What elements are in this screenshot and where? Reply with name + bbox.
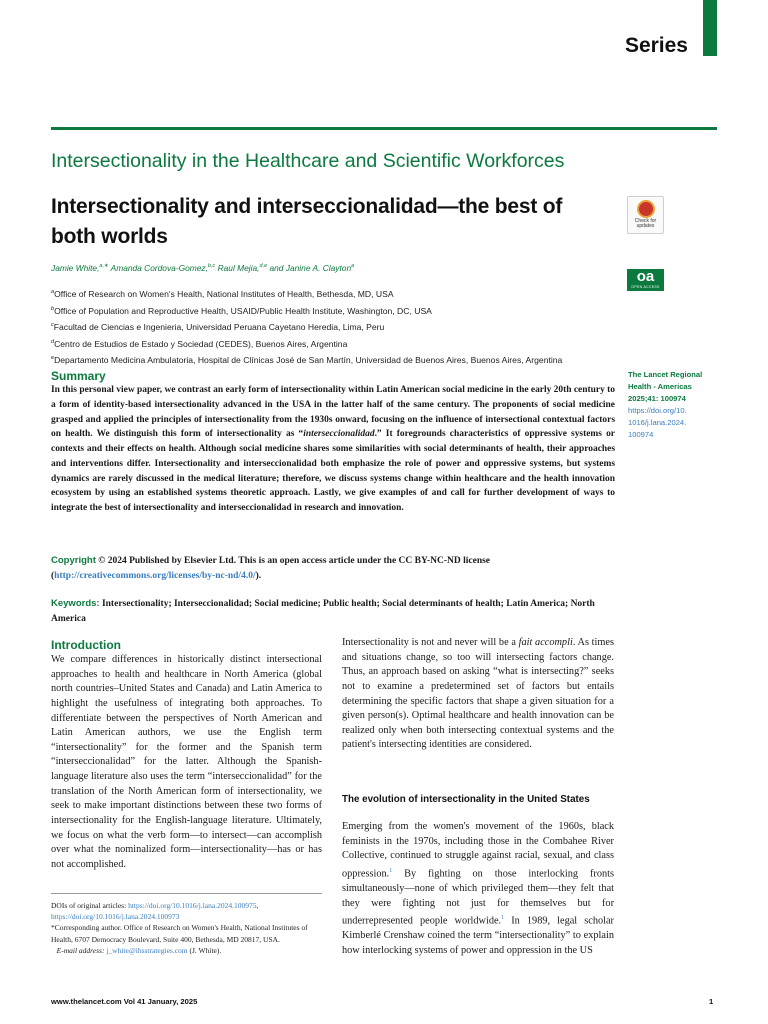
- copyright-end: ).: [255, 570, 262, 581]
- reference-link[interactable]: 1: [501, 915, 505, 922]
- paragraph-text: By fighting on those interlocking fronts simultaneously—none of which privileged them—they felt that they were fighting not just for themselves but for underrepresented people worldwide.: [342, 868, 614, 927]
- author-name[interactable]: Raul Mejia,: [217, 263, 260, 273]
- author-name[interactable]: Amanda Cordova-Gomez,: [110, 263, 208, 273]
- affiliation-item: [51, 335, 562, 352]
- paragraph-text: Emerging from the women's movement of the 1960s, black feminists in the 1970s, including those in the Combahee River Collective, continued to struggle against racial, sexual, and class oppression.: [342, 821, 614, 880]
- affiliation-item: [51, 285, 562, 302]
- affiliation-marker: a: [51, 289, 55, 295]
- article-doi-link[interactable]: [628, 405, 708, 441]
- corresponding-author: *Corresponding author. Office of Research on Women's Health, National Institutes of Health, 6707 Democracy Boulevard, Suite 400, Bethesda, MD 20817, USA.: [51, 923, 308, 944]
- right-column-paragraph-1: [342, 636, 614, 753]
- affiliation-marker: c: [51, 322, 54, 329]
- doi-line: 1016/j.lana.2024.: [628, 418, 687, 427]
- affiliation-marker: b: [51, 305, 55, 312]
- affiliations: [51, 285, 562, 368]
- affiliation-text: Centro de Estudios de Estado y Sociedad (CEDES), Buenos Aires, Argentina: [54, 338, 348, 349]
- updates-line1: Check for: [634, 218, 657, 224]
- doi-line: https://doi.org/10.: [628, 406, 687, 415]
- author-affiliation-marker: d,e: [259, 263, 268, 270]
- doi-link[interactable]: https://doi.org/10.1016/j.lana.2024.100973: [51, 912, 180, 922]
- email-label: E-mail address:: [56, 945, 107, 955]
- footer-journal: www.thelancet.com Vol 41 January, 2025: [51, 997, 198, 1006]
- oa-sub: OPEN ACCESS: [631, 285, 660, 289]
- paragraph-text: Intersectionality is not and never will be a: [342, 637, 519, 648]
- author-affiliation-marker: b,c: [207, 263, 216, 270]
- footnote-divider: [51, 893, 322, 894]
- check-for-updates-badge[interactable]: [627, 196, 664, 234]
- journal-volume: 2025;41: 100974: [628, 394, 686, 403]
- doi-label: DOIs of original articles:: [51, 901, 129, 910]
- footnote-dois: [51, 900, 322, 922]
- series-label: Series: [624, 34, 688, 57]
- journal-citation: [628, 369, 708, 405]
- author-list: [51, 263, 354, 273]
- email-link[interactable]: j_white@ihsstrategies.com: [106, 945, 188, 955]
- affiliation-item: [51, 302, 562, 319]
- summary-heading: Summary: [51, 369, 106, 383]
- affiliation-marker: e: [51, 355, 55, 362]
- right-column-paragraph-2: [342, 820, 614, 958]
- author-name[interactable]: Janine A. Clayton: [285, 263, 352, 273]
- affiliation-text: Office of Population and Reproductive Health, USAID/Public Health Institute, Washington, DC, USA: [54, 305, 432, 316]
- article-title: Intersectionality and interseccionalidad—the best of both worlds: [51, 195, 563, 248]
- copyright-text: © 2024 Published by Elsevier Ltd. This is an open access article under the CC BY-NC-ND license (: [51, 556, 491, 581]
- oa-main: oa: [636, 268, 655, 285]
- author-name[interactable]: Jamie White,: [51, 263, 100, 273]
- author-separator: and: [267, 263, 286, 273]
- doi-line: 100974: [628, 430, 654, 439]
- open-access-badge: [627, 269, 664, 291]
- page-number: 1: [709, 997, 714, 1006]
- top-rule: [51, 127, 717, 130]
- keywords: [51, 597, 621, 626]
- updates-line2: updates: [636, 223, 655, 229]
- paragraph-text: . As times and situations change, so too will intersecting factors change. Thus, an approach based on asking “what is intersecting?” seeks not to examine a predetermined set of factors but entails determining the specific factors that shape a given situation for a given person(s). Optimal healthcare and health innovation can be realized only when both intersecting contextual systems and the patient's intersecting identities are considered.: [342, 637, 614, 751]
- introduction-body: We compare differences in historically distinct intersectional approaches to health and healthcare in North America (global north countries–United States and Canada) and Latin America to highlight the usefulness of integrating both approaches. To differentiate between the perspectives of North American and Latin American authors, we use the English term “intersectionality” for the former and the Spanish term “interseccionalidad” for the latter. Although the Spanish-language literature also uses the term “interseccionalidad” for the translation of the North American form of intersectionality, we seek to make important distinctions between these two forms of intersectionality for the English-language literature. Ultimately, we focus on what the verb form—to intersect—can accomplish over what the nominalized form—intersectionality—has or has not accomplished.: [51, 654, 322, 870]
- doi-link[interactable]: https://doi.org/10.1016/j.lana.2024.100975: [128, 901, 257, 910]
- introduction-heading: Introduction: [51, 638, 121, 652]
- email-suffix: (J. White).: [187, 945, 222, 955]
- author-affiliation-marker: a: [351, 263, 355, 270]
- summary-text: In this personal view paper, we contrast an early form of intersectionality within Latin American social medicine in the early 20th century to a form of identity-based intersectionality advanced in the USA in the latter half of the same century. The proponents of social medicine grasped and applied the principles of intersectionality from the 1930s onward, focusing on the influence of intersectional contextual factors on health. We distinguish this form of intersectionality as “: [51, 385, 616, 440]
- license-link[interactable]: http://creativecommons.org/licenses/by-nc-nd/4.0/: [54, 570, 256, 581]
- footnotes: [51, 900, 322, 956]
- reference-link[interactable]: 1: [389, 867, 393, 874]
- affiliation-item: [51, 351, 562, 368]
- keywords-label: Keywords:: [51, 598, 100, 609]
- summary-body: [51, 383, 615, 516]
- doi-separator: ,: [256, 901, 259, 910]
- series-accent-bar: [703, 0, 717, 56]
- affiliation-item: [51, 318, 562, 335]
- evolution-section-heading: The evolution of intersectionality in the United States: [342, 794, 590, 805]
- copyright-label: Copyright: [51, 555, 96, 566]
- copyright-notice: [51, 554, 621, 583]
- journal-name-line: Health - Americas: [628, 382, 692, 391]
- affiliation-text: Departamento Medicina Ambulatoria, Hospital de Clínicas José de San Martín, Universidad de Buenos Aires, Buenos Aires, Argentina: [54, 355, 563, 366]
- paragraph-text: In 1989, legal scholar Kimberlé Crenshaw coined the term “intersectionality” to explain how interlocking systems of power and oppression in the US: [342, 915, 614, 956]
- summary-italic: interseccionalidad: [303, 429, 375, 440]
- affiliation-text: Office of Research on Women's Health, National Institutes of Health, Bethesda, MD, USA: [54, 288, 394, 299]
- affiliation-text: Facultad de Ciencias e Ingenieria, Universidad Peruana Cayetano Heredia, Lima, Peru: [53, 321, 385, 332]
- paragraph-italic: fait accompli: [518, 637, 573, 648]
- journal-name-line: The Lancet Regional: [628, 370, 703, 379]
- bookmark-icon: [637, 200, 655, 218]
- summary-text: .” It foregrounds characteristics of oppressive systems or contexts and their effects on health. Although social medicine shares some similarities with social determinants of health, their approaches and interventions differ. Intersectionality and interseccionalidad both emphasize the role of power and oppressive systems, but systems dynamics are rarely discussed in the medical literature; therefore, we discuss systems change within healthcare and the health innovation ecosystem by using an established systems theoretic approach. Lastly, we give examples of and call for further development of ways to integrate the best of intersectionality and interseccionalidad in research and innovation.: [51, 429, 615, 513]
- keywords-text: Intersectionality; Interseccionalidad; Social medicine; Public health; Social determinants of health; Latin America; North America: [51, 599, 595, 624]
- affiliation-marker: d: [51, 338, 55, 345]
- author-affiliation-marker: a,∗: [99, 263, 109, 270]
- series-title: Intersectionality in the Healthcare and Scientific Workforces: [51, 150, 565, 172]
- email-line: [51, 945, 322, 956]
